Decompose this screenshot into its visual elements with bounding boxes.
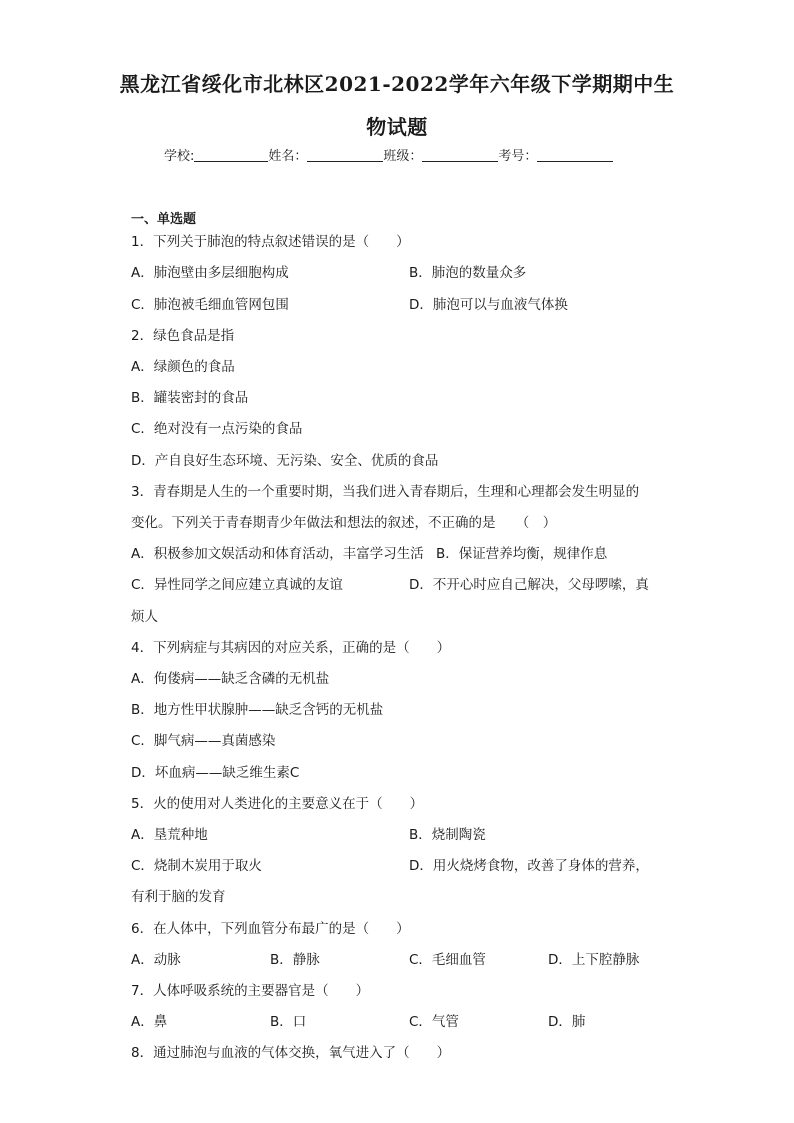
name-label: 姓名：: [268, 149, 308, 164]
question-4-option-d: D．坏血病——缺乏维生素C: [131, 765, 300, 781]
id-blank: [537, 147, 613, 162]
question-1-option-d: D．肺泡可以与血液气体换: [409, 297, 568, 313]
question-4-option-a: A．佝偻病——缺乏含磷的无机盐: [131, 671, 330, 687]
question-4-option-b: B．地方性甲状腺肿——缺乏含钙的无机盐: [131, 702, 384, 718]
question-5-option-c: C．烧制木炭用于取火: [131, 858, 262, 874]
question-2-option-a: A．绿颜色的食品: [131, 359, 235, 375]
school-blank: [194, 147, 268, 162]
question-6-option-b: B．静脉: [270, 952, 320, 968]
question-2-option-c: C．绝对没有一点污染的食品: [131, 421, 303, 437]
exam-title-line2: 物试题: [366, 115, 428, 139]
question-4-option-c: C．脚气病——真菌感染: [131, 733, 276, 749]
question-3-option-d-continued: 烦人: [131, 609, 158, 625]
question-1-option-a: A．肺泡壁由多层细胞构成: [131, 265, 289, 281]
question-6-option-a: A．动脉: [131, 952, 181, 968]
question-1-option-b: B．肺泡的数量众多: [409, 265, 527, 281]
question-3-option-d: D．不开心时应自己解决，父母啰嗦，真: [409, 577, 649, 593]
class-blank: [422, 147, 498, 162]
school-label: 学校:: [164, 149, 195, 164]
question-8-stem: 8．通过肺泡与血液的气体交换，氧气进入了（ ）: [131, 1045, 451, 1061]
question-7-stem: 7．人体呼吸系统的主要器官是（ ）: [131, 983, 370, 999]
question-1-stem: 1．下列关于肺泡的特点叙述错误的是（ ）: [131, 234, 410, 250]
question-5-stem: 5．火的使用对人类进化的主要意义在于（ ）: [131, 796, 424, 812]
question-7-option-b: B．口: [270, 1014, 307, 1030]
question-6-stem: 6．在人体中，下列血管分布最广的是（ ）: [131, 921, 410, 937]
id-label: 考号：: [498, 149, 538, 164]
question-2-option-d: D．产自良好生态环境、无污染、安全、优质的食品: [131, 453, 439, 469]
question-5-option-d: D．用火烧烤食物，改善了身体的营养，: [409, 858, 649, 874]
question-6-option-c: C．毛细血管: [409, 952, 486, 968]
question-1-option-c: C．肺泡被毛细血管网包围: [131, 297, 289, 313]
question-5-option-b: B．烧制陶瓷: [409, 827, 486, 843]
question-2-option-b: B．罐装密封的食品: [131, 390, 249, 406]
question-5-option-a: A．垦荒种地: [131, 827, 208, 843]
question-2-stem: 2．绿色食品是指: [131, 328, 235, 344]
question-7-option-c: C．气管: [409, 1014, 459, 1030]
question-5-option-d-continued: 有利于脑的发育: [131, 889, 226, 905]
question-7-option-d: D．肺: [548, 1014, 586, 1030]
class-label: 班级：: [383, 149, 423, 164]
question-3-stem-line2: 变化。下列关于青春期青少年做法和想法的叙述，不正确的是 （ ）: [131, 515, 557, 531]
question-7-option-a: A．鼻: [131, 1014, 168, 1030]
section-title: 一、单选题: [131, 212, 197, 227]
question-4-stem: 4．下列病症与其病因的对应关系，正确的是（ ）: [131, 640, 451, 656]
question-3-option-a: A．积极参加文娱活动和体育活动，丰富学习生活: [131, 546, 424, 562]
exam-title-line1: 黑龙江省绥化市北林区2021-2022学年六年级下学期期中生: [119, 72, 675, 96]
question-3-stem-line1: 3．青春期是人生的一个重要时期，当我们进入青春期后，生理和心理都会发生明显的: [131, 484, 640, 500]
name-blank: [307, 147, 383, 162]
question-3-option-c: C．异性同学之间应建立真诚的友谊: [131, 577, 343, 593]
question-3-option-b: B．保证营养均衡，规律作息: [436, 546, 608, 562]
student-info-row: [164, 145, 613, 164]
question-6-option-d: D．上下腔静脉: [548, 952, 640, 968]
